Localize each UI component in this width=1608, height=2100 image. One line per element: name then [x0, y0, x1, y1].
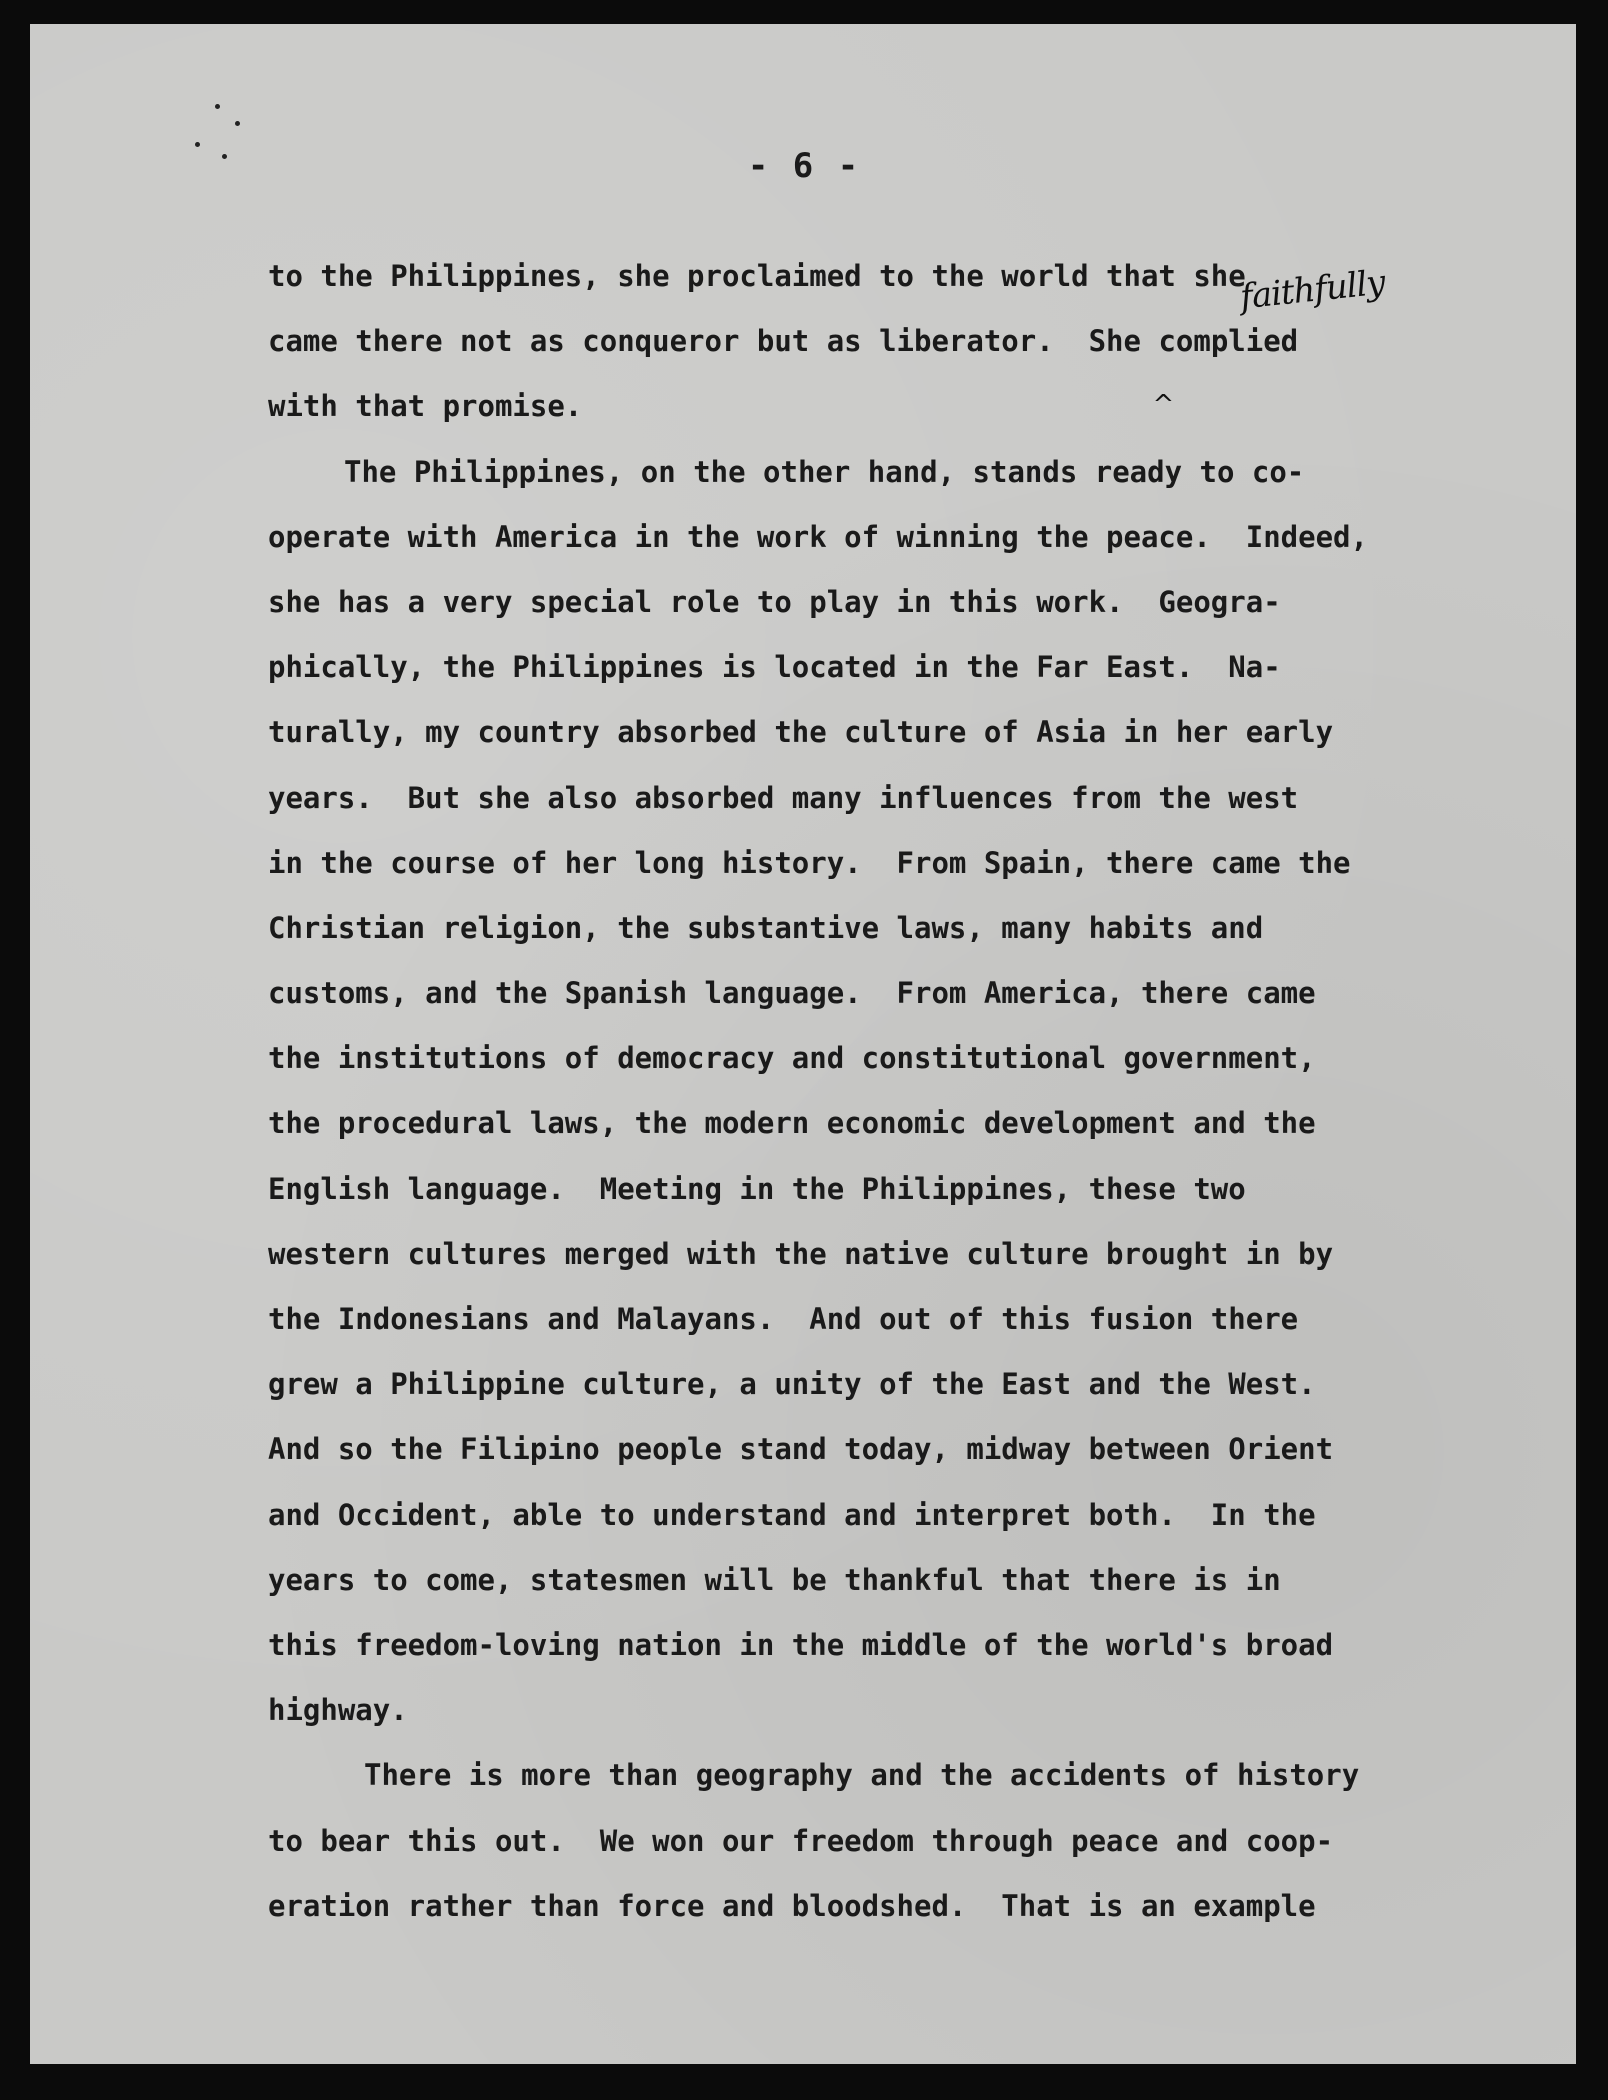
ink-speck — [215, 104, 220, 109]
text-line: years to come, statesmen will be thankful that there is in — [268, 1562, 1281, 1597]
text-line: the procedural laws, the modern economic development and the — [268, 1106, 1316, 1141]
text-line: And so the Filipino people stand today, midway between Orient — [268, 1432, 1334, 1467]
text-line: in the course of her long history. From Spain, there came the — [268, 845, 1351, 880]
document-body — [268, 244, 1518, 1939]
text-line: The Philippines, on the other hand, stands ready to co- — [344, 454, 1305, 489]
text-line: the institutions of democracy and constitutional government, — [268, 1041, 1316, 1076]
text-line: Christian religion, the substantive laws, many habits and — [268, 910, 1264, 945]
text-line: the Indonesians and Malayans. And out of this fusion there — [268, 1302, 1299, 1336]
scan-edge — [1576, 0, 1608, 2100]
text-line: grew a Philippine culture, a unity of the East and the West. — [268, 1367, 1316, 1402]
text-line: to the Philippines, she proclaimed to the world that she — [268, 259, 1246, 293]
text-line: western cultures merged with the native culture brought in by — [268, 1236, 1334, 1271]
page-number: - 6 - — [747, 146, 861, 186]
text-line: English language. Meeting in the Philippines, these two — [268, 1171, 1246, 1206]
text-line: eration rather than force and bloodshed. That is an example — [268, 1888, 1316, 1923]
ink-speck — [235, 121, 240, 126]
text-line-part: came there not as conqueror but as liberator. She — [268, 324, 1159, 359]
text-line: years. But she also absorbed many influences from the west — [268, 780, 1299, 815]
text-line: she has a very special role to play in this work. Geogra- — [268, 584, 1281, 619]
text-line: customs, and the Spanish language. From America, there came — [268, 976, 1316, 1011]
text-line: There is more than geography and the accidents of history — [364, 1758, 1360, 1793]
text-line: to bear this out. We won our freedom through peace and coop- — [268, 1823, 1334, 1858]
text-line: with that promise. — [268, 389, 583, 424]
handwritten-insertion: faithfully — [1238, 262, 1387, 318]
text-line: and Occident, able to understand and interpret both. In the — [268, 1497, 1316, 1532]
text-line: operate with America in the work of winning the peace. Indeed, — [268, 519, 1368, 554]
text-line: this freedom-loving nation in the middle of the world's broad — [268, 1627, 1334, 1662]
insertion-caret-icon: ^ — [1152, 390, 1175, 421]
text-line: turally, my country absorbed the culture of Asia in her early — [268, 715, 1334, 750]
text-line: highway. — [268, 1693, 408, 1728]
text-line: phically, the Philippines is located in the Far East. Na- — [268, 650, 1281, 685]
text-line-part: complied — [1158, 324, 1299, 359]
